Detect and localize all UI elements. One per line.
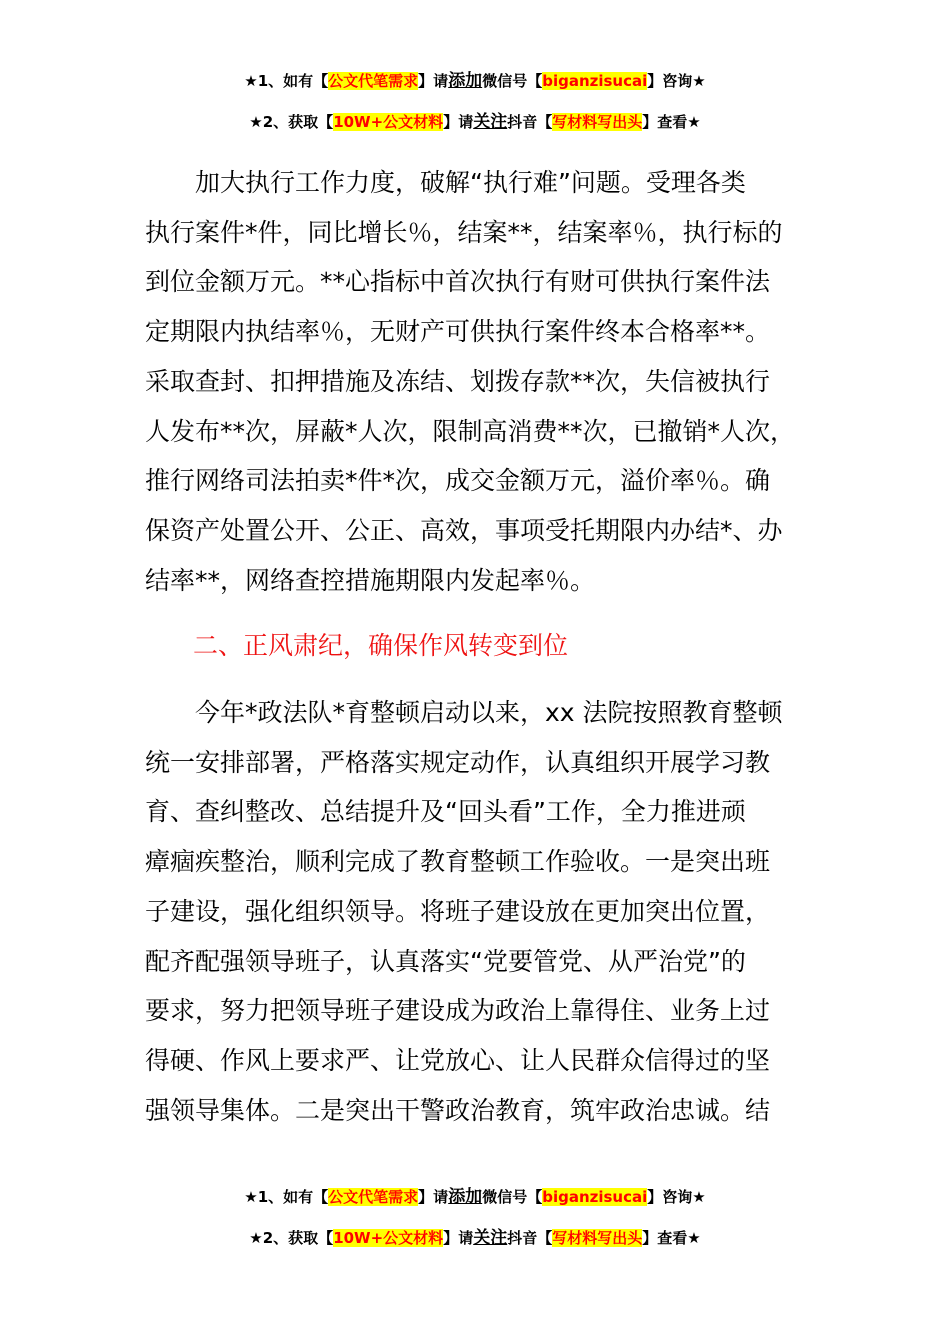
banner-text: ★2、获取【 — [249, 113, 334, 131]
banner-underline: 添加 — [448, 1187, 483, 1207]
text-line: 加大执行工作力度，破解“执行难”问题。受理各类 — [195, 168, 746, 197]
text-line: 今年*政法队*育整顿启动以来，xx 法院按照教育整顿 — [195, 698, 783, 727]
text-line: 强领导集体。二是突出干警政治教育，筑牢政治忠诚。结 — [145, 1095, 771, 1125]
banner-text: 】请 — [418, 1188, 449, 1206]
paragraph-execution — [145, 158, 825, 605]
text-line: 统一安排部署，严格落实规定动作，认真组织开展学习教 — [145, 747, 771, 777]
text-line: 结率**，网络查控措施期限内发起率％。 — [145, 565, 596, 595]
footer-banner-line-2 — [0, 1227, 950, 1249]
text-line: 要求，努力把领导班子建设成为政治上靠得住、业务上过 — [145, 996, 771, 1026]
text-line: 配齐配强领导班子，认真落实“党要管党、从严治党”的 — [145, 946, 746, 976]
text-line: 执行案件*件，同比增长％，结案**，结案率％，执行标的 — [145, 217, 783, 247]
banner-highlight: 10W+公文材料 — [333, 1229, 444, 1247]
text-line: 采取查封、扣押措施及冻结、划拨存款**次，失信被执行 — [145, 366, 771, 396]
text-line: 定期限内执结率％，无财产可供执行案件终本合格率**。 — [145, 317, 771, 347]
banner-text: 微信号【 — [482, 72, 543, 90]
footer-banner-line-1 — [0, 1186, 950, 1208]
banner-text: ★2、获取【 — [249, 1229, 334, 1247]
section-heading: 二、正风肃纪，确保作风转变到位 — [193, 631, 569, 660]
text-line: 到位金额万元。**心指标中首次执行有财可供执行案件法 — [145, 267, 771, 297]
text-line: 人发布**次，屏蔽*人次，限制高消费**次，已撤销*人次， — [145, 416, 796, 446]
banner-text: 】请 — [443, 1229, 474, 1247]
banner-text: ★1、如有【 — [244, 72, 329, 90]
banner-text: 】查看★ — [642, 1229, 701, 1247]
banner-text: 】请 — [418, 72, 449, 90]
banner-highlight: 公文代笔需求 — [328, 72, 419, 90]
banner-text: ★1、如有【 — [244, 1188, 329, 1206]
text-line: 推行网络司法拍卖*件*次，成交金额万元，溢价率％。确 — [145, 466, 771, 496]
banner-highlight: 公文代笔需求 — [328, 1188, 419, 1206]
banner-text: 】请 — [443, 113, 474, 131]
banner-text: 抖音【 — [507, 1229, 553, 1247]
banner-underline: 关注 — [473, 112, 508, 132]
banner-highlight: 写材料写出头 — [552, 1229, 643, 1247]
text-line: 育、查纠整改、总结提升及“回头看”工作，全力推进顽 — [145, 797, 746, 827]
text-line: 瘴痼疾整治，顺利完成了教育整顿工作验收。一是突出班 — [145, 847, 771, 877]
banner-text: 微信号【 — [482, 1188, 543, 1206]
banner-underline: 关注 — [473, 1228, 508, 1248]
banner-text: 】查看★ — [642, 113, 701, 131]
banner-highlight: biganzisucai — [542, 1188, 648, 1206]
banner-highlight: 写材料写出头 — [552, 113, 643, 131]
banner-underline: 添加 — [448, 71, 483, 91]
banner-text: 】咨询★ — [647, 1188, 706, 1206]
banner-text: 】咨询★ — [647, 72, 706, 90]
banner-text: 抖音【 — [507, 113, 553, 131]
banner-highlight: 10W+公文材料 — [333, 113, 444, 131]
text-line: 子建设，强化组织领导。将班子建设放在更加突出位置， — [145, 896, 771, 926]
header-banner-line-2 — [0, 111, 950, 133]
paragraph-rectification — [145, 688, 825, 1135]
header-banner-line-1 — [0, 70, 950, 92]
banner-highlight: biganzisucai — [542, 72, 648, 90]
text-line: 得硬、作风上要求严、让党放心、让人民群众信得过的坚 — [145, 1045, 771, 1075]
text-line: 保资产处置公开、公正、高效，事项受托期限内办结*、办 — [145, 515, 783, 545]
